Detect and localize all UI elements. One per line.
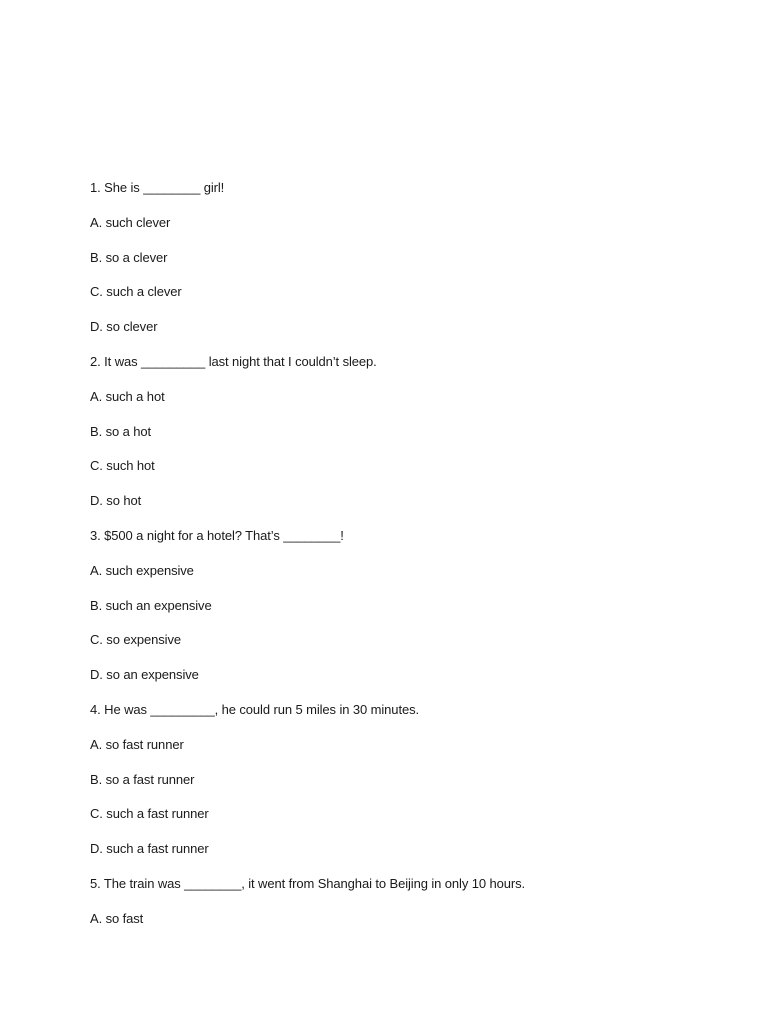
question-1-option-c: C. such a clever — [90, 284, 182, 300]
question-2-option-c: C. such hot — [90, 458, 155, 474]
question-3-option-a: A. such expensive — [90, 562, 194, 578]
question-5-option-a: A. so fast — [90, 910, 144, 926]
question-2-option-d: D. so hot — [90, 493, 142, 509]
question-3-option-b: B. such an expensive — [90, 597, 212, 613]
question-2-stem: 2. It was _________ last night that I couldn’t sleep. — [90, 353, 377, 369]
question-3-option-d: D. so an expensive — [90, 667, 199, 683]
question-4-option-a: A. so fast runner — [90, 736, 184, 752]
question-2-option-a: A. such a hot — [90, 388, 165, 404]
question-4-option-d: D. such a fast runner — [90, 841, 209, 857]
question-4-stem: 4. He was _________, he could run 5 miles in 30 minutes. — [90, 701, 419, 717]
question-4-option-c: C. such a fast runner — [90, 806, 209, 822]
question-1-option-a: A. such clever — [90, 214, 171, 230]
question-1-stem: 1. She is ________ girl! — [90, 180, 225, 195]
question-4-option-b: B. so a fast runner — [90, 771, 195, 787]
question-1-option-d: D. so clever — [90, 319, 158, 335]
question-3-stem: 3. $500 a night for a hotel? That’s ________! — [90, 527, 344, 543]
question-list — [90, 179, 730, 945]
question-1-option-b: B. so a clever — [90, 249, 168, 265]
question-2-option-b: B. so a hot — [90, 423, 152, 439]
question-3-option-c: C. so expensive — [90, 632, 181, 648]
question-5-stem: 5. The train was ________, it went from Shanghai to Beijing in only 10 hours. — [90, 875, 526, 891]
